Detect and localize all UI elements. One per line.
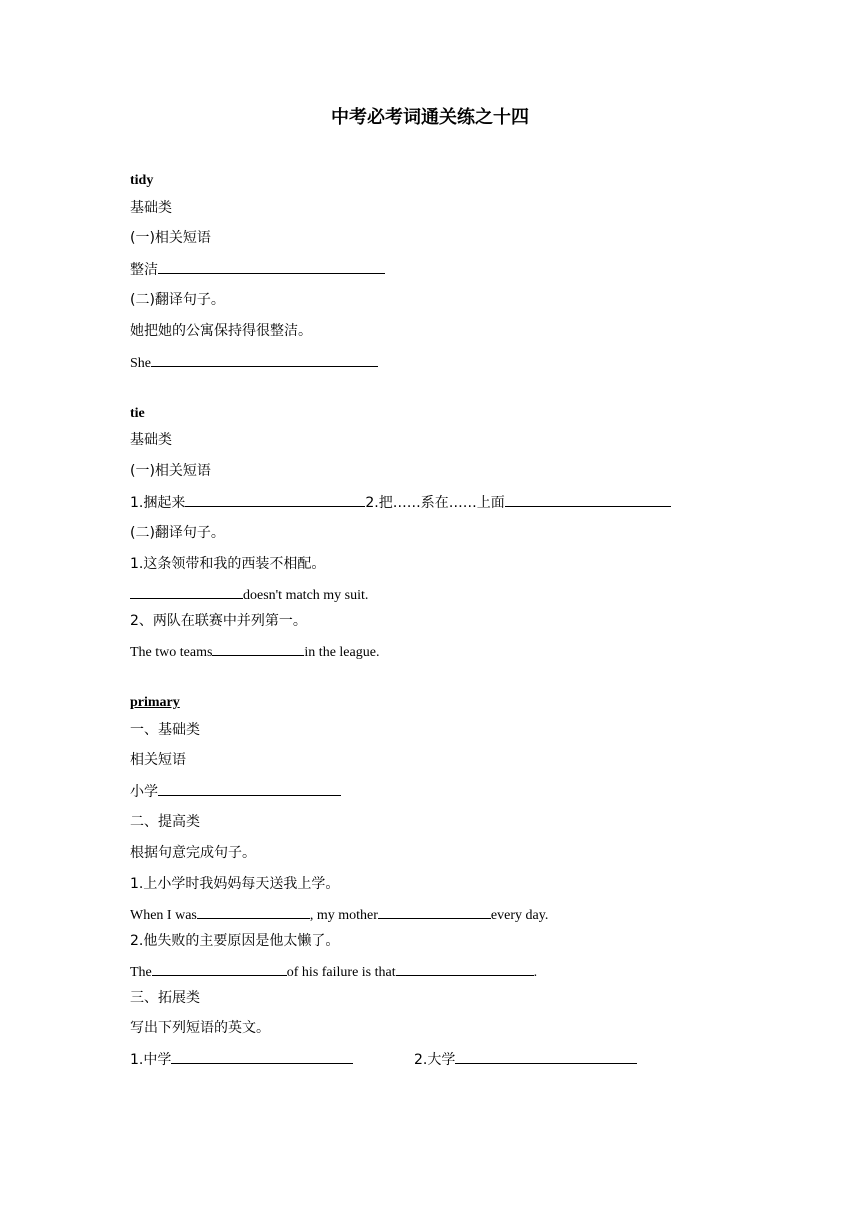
phrase-label: 整洁	[130, 262, 158, 278]
word-heading-tie: tie	[130, 406, 145, 421]
phrase-item	[130, 260, 385, 279]
sentence-english	[130, 642, 379, 662]
basic-category-label: 基础类	[130, 200, 172, 216]
sentence-chinese: 1.上小学时我妈妈每天送我上学。	[130, 876, 340, 892]
sentence-end: doesn't match my suit.	[243, 588, 369, 603]
sentence-english	[130, 353, 378, 373]
sentence-part: The	[130, 965, 152, 980]
phrase-subheading: (一)相关短语	[130, 463, 211, 479]
answer-blank[interactable]	[185, 493, 365, 507]
answer-blank[interactable]	[151, 353, 378, 367]
phrase-subheading: 相关短语	[130, 752, 186, 768]
sentence-start: The two teams	[130, 645, 213, 660]
word-heading-primary: primary	[130, 695, 180, 710]
phrase-label: 1.捆起来	[130, 495, 186, 511]
translate-subheading: (二)翻译句子。	[130, 292, 225, 308]
sentence-chinese: 1.这条领带和我的西装不相配。	[130, 556, 326, 572]
phrase-label: 1.中学	[130, 1052, 172, 1068]
answer-blank[interactable]	[171, 1050, 353, 1064]
sentence-chinese: 2、两队在联赛中并列第一。	[130, 613, 307, 629]
sentence-part: every day.	[490, 908, 549, 923]
phrase-item	[130, 782, 341, 801]
answer-blank[interactable]	[130, 585, 243, 599]
word-heading-tidy: tidy	[130, 173, 154, 188]
sentence-start: She	[130, 356, 151, 371]
instruction-text: 根据句意完成句子。	[130, 845, 256, 861]
answer-blank[interactable]	[396, 962, 534, 976]
phrase-label: 2.把……系在……上面	[365, 495, 505, 511]
answer-blank[interactable]	[158, 260, 385, 274]
phrase-items-row	[130, 493, 671, 512]
instruction-text: 写出下列短语的英文。	[130, 1020, 270, 1036]
phrase-item	[414, 1050, 637, 1069]
answer-blank[interactable]	[152, 962, 287, 976]
basic-category-label: 基础类	[130, 432, 172, 448]
sentence-part: When I was	[130, 908, 197, 923]
phrase-label: 2.大学	[414, 1052, 456, 1068]
translate-subheading: (二)翻译句子。	[130, 525, 225, 541]
sentence-english	[130, 585, 368, 605]
phrase-item	[130, 1050, 353, 1069]
answer-blank[interactable]	[212, 642, 304, 656]
answer-blank[interactable]	[505, 493, 671, 507]
sentence-part: .	[533, 965, 538, 980]
section-heading: 二、提高类	[130, 814, 200, 830]
sentence-chinese: 她把她的公寓保持得很整洁。	[130, 323, 312, 339]
sentence-end: in the league.	[304, 645, 380, 660]
section-heading: 三、拓展类	[130, 990, 200, 1006]
sentence-english	[130, 962, 537, 982]
answer-blank[interactable]	[158, 782, 341, 796]
sentence-part: of his failure is that	[286, 965, 396, 980]
section-heading: 一、基础类	[130, 722, 200, 738]
answer-blank[interactable]	[455, 1050, 637, 1064]
sentence-part: , my mother	[309, 908, 378, 923]
answer-blank[interactable]	[378, 905, 491, 919]
phrase-label: 小学	[130, 784, 158, 800]
page-title: 中考必考词通关练之十四	[331, 107, 529, 128]
phrase-subheading: (一)相关短语	[130, 230, 211, 246]
sentence-english	[130, 905, 548, 925]
answer-blank[interactable]	[197, 905, 310, 919]
sentence-chinese: 2.他失败的主要原因是他太懒了。	[130, 933, 340, 949]
